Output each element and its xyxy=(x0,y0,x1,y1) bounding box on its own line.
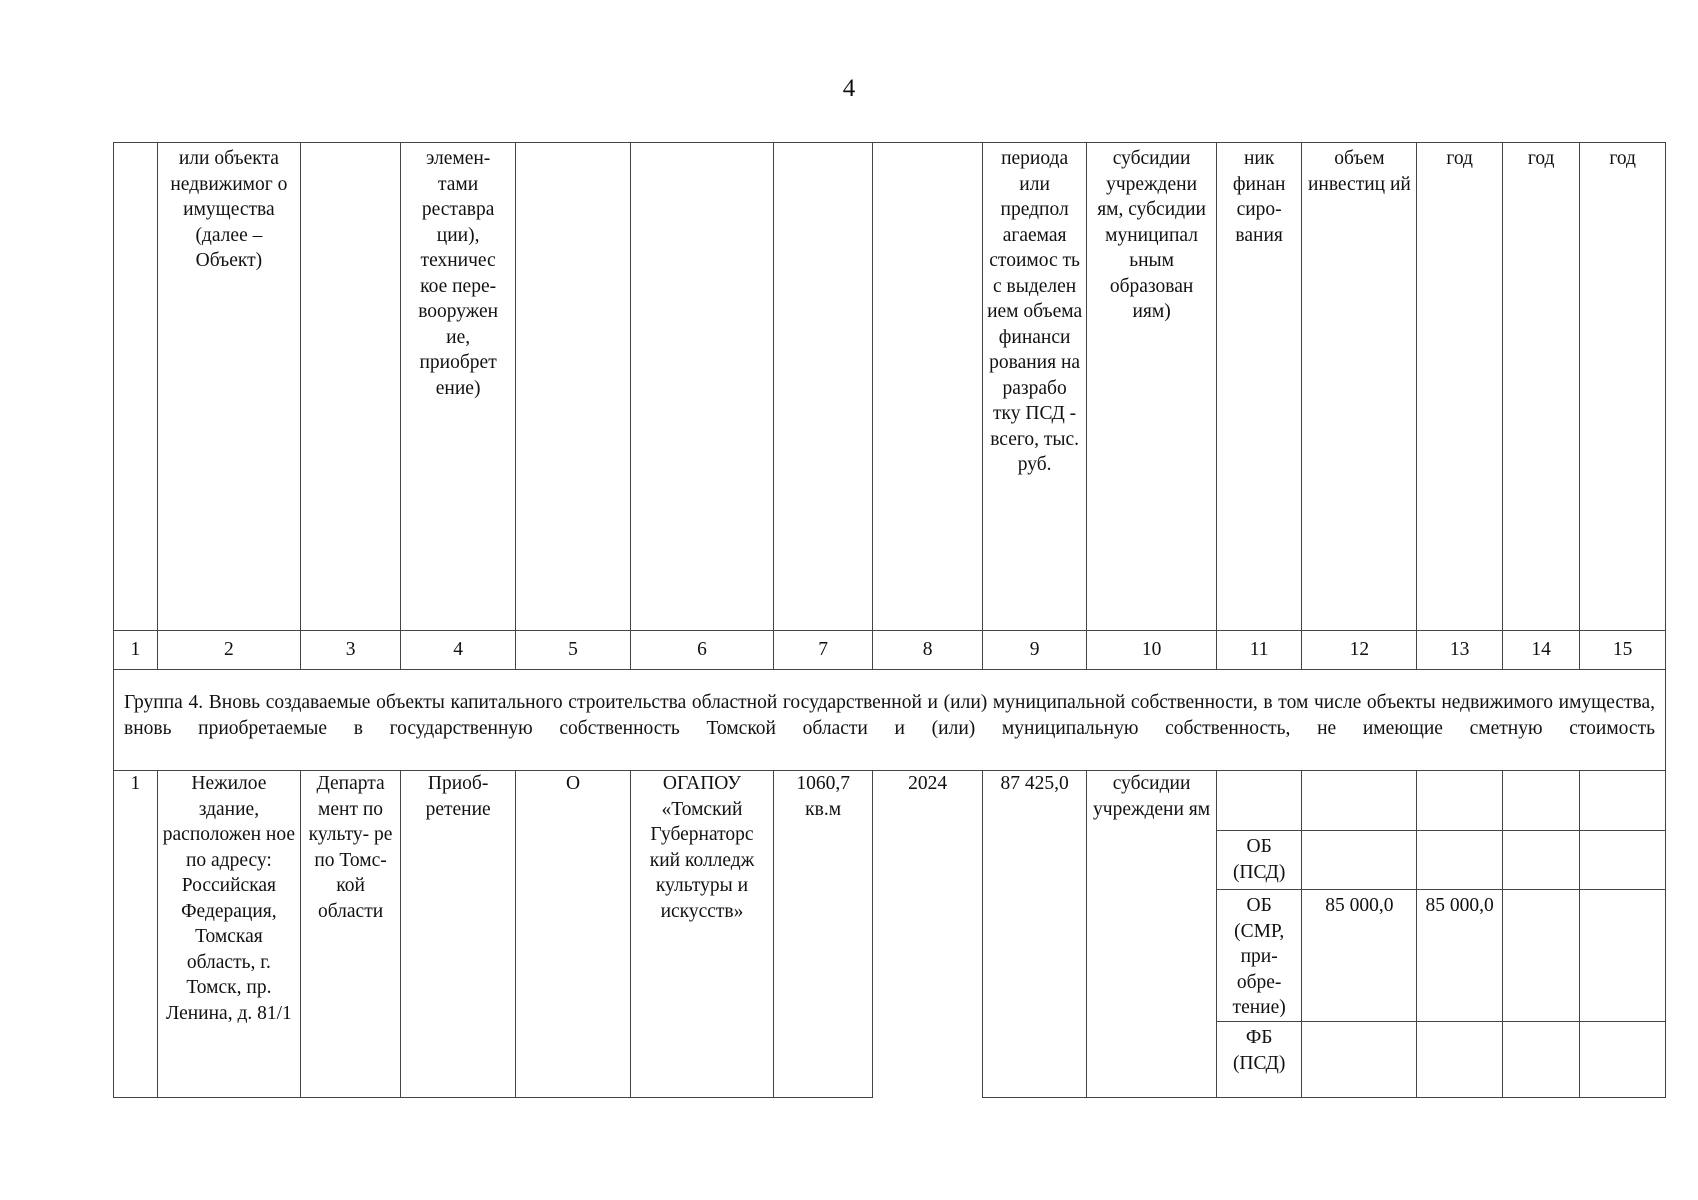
value-cell xyxy=(1302,771,1416,830)
value-cell xyxy=(1580,771,1665,830)
header-cell-4: элемен- тами реставра ции), техничес кое пере- вооружен ие, приобрет ение) xyxy=(401,143,516,631)
header-cell-10: субсидии учреждени ям, субсидии муниципал ьным образован иям) xyxy=(1087,143,1217,631)
group-title: Группа 4. Вновь создаваемые объекты капитального строительства областной государственной и (или) муниципальной собственности, в том числе объекты недвижимого имущества, вновь приобретаемые в государственную собственность Томской области и (или) муниципальную собственность, не имеющие сметную стоимость xyxy=(114,670,1666,771)
col-num: 4 xyxy=(401,631,516,670)
value-cell xyxy=(1417,830,1502,889)
value-cell xyxy=(1580,830,1665,889)
col-num: 1 xyxy=(114,631,158,670)
header-cell-3 xyxy=(300,143,400,631)
value-cell xyxy=(1302,1021,1416,1097)
value-cell xyxy=(1417,771,1502,830)
header-row xyxy=(114,143,1666,631)
header-cell-13: год xyxy=(1417,143,1503,631)
value-cell xyxy=(1503,830,1579,889)
object-name: Нежилое здание, расположен ное по адресу: Российская Федерация, Томская область, г. Томск, пр. Ленина, д. 81/1 xyxy=(157,771,300,1098)
page-number: 4 xyxy=(842,75,856,102)
investment-volume xyxy=(1302,771,1417,1098)
col-num: 15 xyxy=(1580,631,1666,670)
group-row xyxy=(114,670,1666,771)
col-num: 3 xyxy=(300,631,400,670)
header-cell-9: периода или предпол агаемая стоимос ть с выделен ием объема финанси рования на разрабо тку ПСД - всего, тыс. руб. xyxy=(982,143,1086,631)
row-number: 1 xyxy=(114,771,158,1098)
source-cell: ОБ (ПСД) xyxy=(1217,830,1302,889)
col-num: 14 xyxy=(1502,631,1579,670)
value-cell xyxy=(1503,889,1579,1021)
value-cell xyxy=(1302,830,1416,889)
header-cell-15: год xyxy=(1580,143,1666,631)
source-cell xyxy=(1217,771,1302,830)
header-cell-7 xyxy=(774,143,873,631)
header-cell-6 xyxy=(630,143,773,631)
col-num: 2 xyxy=(157,631,300,670)
customer: Департа мент по культу- ре по Томс- кой области xyxy=(300,771,400,1098)
institution: ОГАПОУ «Томский Губернаторс кий колледж культуры и искусств» xyxy=(630,771,773,1098)
investment-table xyxy=(113,142,1666,1098)
value-cell xyxy=(1503,771,1579,830)
header-cell-2: или объекта недвижимог о имущества (далее – Объект) xyxy=(157,143,300,631)
value-cell: 85 000,0 xyxy=(1302,889,1416,1021)
funding-sources xyxy=(1216,771,1302,1098)
col-num: 11 xyxy=(1216,631,1302,670)
header-cell-5 xyxy=(516,143,631,631)
value-cell xyxy=(1580,889,1665,1021)
value-cell: 85 000,0 xyxy=(1417,889,1502,1021)
col-num: 10 xyxy=(1087,631,1217,670)
table-row xyxy=(114,771,1666,1098)
value-cell xyxy=(1417,1021,1502,1097)
col-num: 8 xyxy=(873,631,983,670)
header-cell-8 xyxy=(873,143,983,631)
header-cell-1 xyxy=(114,143,158,631)
col-num: 9 xyxy=(982,631,1086,670)
header-cell-14: год xyxy=(1502,143,1579,631)
header-cell-11: ник финан сиро- вания xyxy=(1216,143,1302,631)
year: 2024 xyxy=(873,771,983,1098)
col-num: 6 xyxy=(630,631,773,670)
col-num: 7 xyxy=(774,631,873,670)
year-2-values xyxy=(1502,771,1579,1098)
work-type: Приоб- ретение xyxy=(401,771,516,1098)
header-cell-12: объем инвестиц ий xyxy=(1302,143,1417,631)
column-number-row xyxy=(114,631,1666,670)
capacity: 1060,7 кв.м xyxy=(774,771,873,1098)
source-cell: ОБ (СМР, при- обре- тение) xyxy=(1217,889,1302,1021)
cell-5: О xyxy=(516,771,631,1098)
col-num: 5 xyxy=(516,631,631,670)
cost: 87 425,0 xyxy=(982,771,1086,1098)
col-num: 13 xyxy=(1417,631,1503,670)
year-1-values xyxy=(1417,771,1503,1098)
col-num: 12 xyxy=(1302,631,1417,670)
funding-form: субсидии учреждени ям xyxy=(1087,771,1217,1098)
year-3-values xyxy=(1580,771,1666,1098)
value-cell xyxy=(1580,1021,1665,1097)
source-cell: ФБ (ПСД) xyxy=(1217,1021,1302,1097)
value-cell xyxy=(1503,1021,1579,1097)
